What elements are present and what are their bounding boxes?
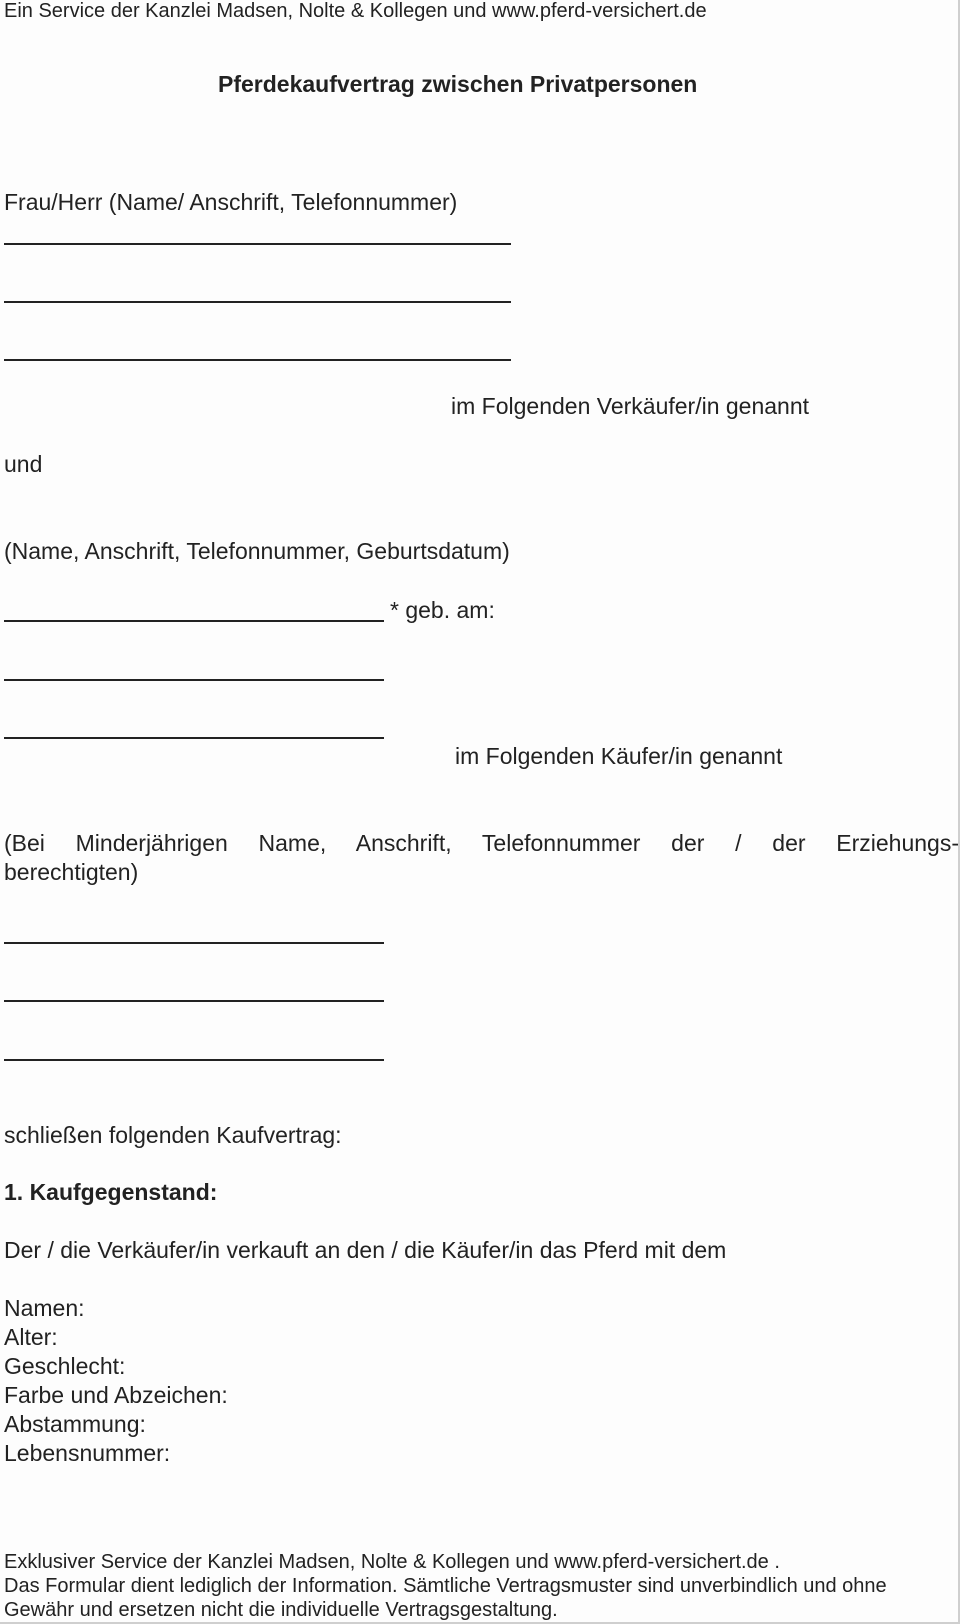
footer-line-2: Das Formular dient lediglich der Information. Sämtliche Vertragsmuster sind unverbindlich und ohne: [4, 1575, 887, 1597]
seller-line-2: [4, 301, 511, 303]
field-label-life-number: Lebensnummer:: [4, 1440, 171, 1466]
footer-line-1: Exklusiver Service der Kanzlei Madsen, Nolte & Kollegen und www.pferd-versichert.de .: [4, 1551, 780, 1573]
buyer-role-text: im Folgenden Käufer/in genannt: [455, 743, 783, 769]
section-1-heading: 1. Kaufgegenstand:: [4, 1179, 218, 1205]
minor-note-line-1: (Bei Minderjährigen Name, Anschrift, Telefonnummer der / der Erziehungs-: [4, 830, 959, 856]
buyer-label: (Name, Anschrift, Telefonnummer, Geburtsdatum): [4, 538, 510, 564]
seller-role-text: im Folgenden Verkäufer/in genannt: [451, 393, 810, 419]
field-label-color-markings: Farbe und Abzeichen:: [4, 1382, 228, 1408]
footer-line-3: Gewähr und ersetzen nicht die individuelle Vertragsgestaltung.: [4, 1599, 558, 1621]
horse-fields-list: [4, 1294, 228, 1468]
dob-label: * geb. am:: [390, 597, 495, 623]
guardian-line-1: [4, 942, 384, 944]
seller-line-1: [4, 243, 511, 245]
page-header: Ein Service der Kanzlei Madsen, Nolte & Kollegen und www.pferd-versichert.de: [4, 0, 707, 22]
guardian-line-3: [4, 1059, 384, 1061]
guardian-line-2: [4, 1000, 384, 1002]
field-label-age: Alter:: [4, 1324, 58, 1350]
document-title: Pferdekaufvertrag zwischen Privatpersonen: [218, 71, 698, 97]
field-label-name: Namen:: [4, 1295, 85, 1321]
field-label-sex: Geschlecht:: [4, 1353, 126, 1379]
and-text: und: [4, 451, 43, 477]
seller-label: Frau/Herr (Name/ Anschrift, Telefonnummer): [4, 189, 458, 215]
buyer-line-2: [4, 679, 384, 681]
buyer-line-3: [4, 737, 384, 739]
buyer-line-1: [4, 620, 384, 622]
section-1-text: Der / die Verkäufer/in verkauft an den / die Käufer/in das Pferd mit dem: [4, 1237, 727, 1263]
minor-note-line-2: berechtigten): [4, 859, 139, 885]
contract-intro: schließen folgenden Kaufvertrag:: [4, 1122, 342, 1148]
seller-line-3: [4, 359, 511, 361]
field-label-pedigree: Abstammung:: [4, 1411, 146, 1437]
